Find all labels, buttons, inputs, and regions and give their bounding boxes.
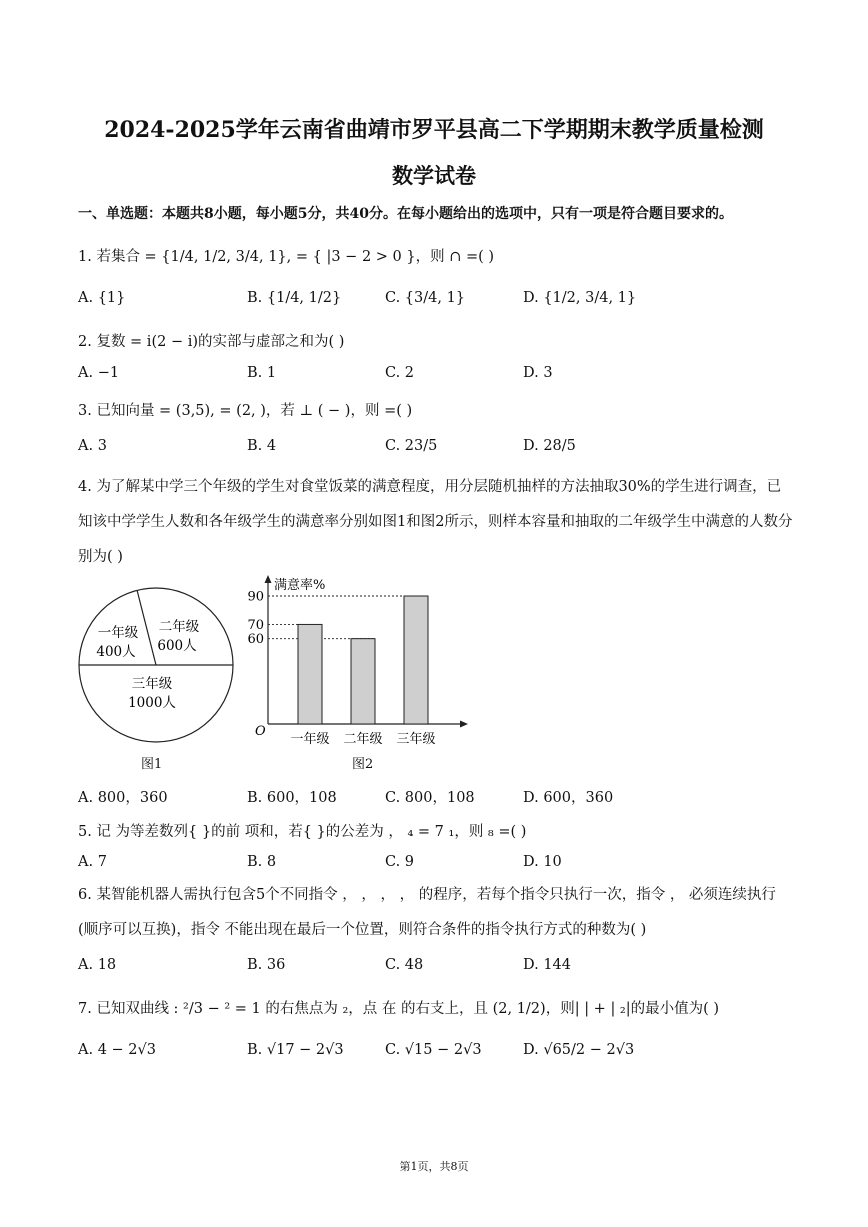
question-1-stem: 1. 若集合 = {1/4, 1/2, 3/4, 1}, = { |3 − 2 > 0 }，则 ∩ =( )	[78, 249, 495, 265]
figure-2-bar-chart	[247, 572, 485, 752]
q6-option-a: A. 18	[78, 957, 117, 973]
pie-count-grade2: 600人	[157, 638, 197, 654]
q2-option-b: B. 1	[247, 365, 277, 381]
y-tick-label: 70	[247, 617, 264, 633]
q5-option-d: D. 10	[523, 854, 562, 870]
figure-1-pie	[76, 585, 236, 745]
q4-option-c: C. 800，108	[385, 790, 475, 806]
q3-option-d: D. 28/5	[523, 438, 576, 454]
question-2-stem: 2. 复数 = i(2 − i)的实部与虚部之和为( )	[78, 334, 345, 350]
q4-option-b: B. 600，108	[247, 790, 337, 806]
section-heading: 一、单选题：本题共8小题，每小题5分，共40分。在每小题给出的选项中，只有一项是符合题目要求的。	[78, 206, 733, 222]
bar-二年级	[351, 639, 375, 724]
question-6-stem: 6. 某智能机器人需执行包含5个不同指令 ， ， ， ， 的程序，若每个指令只执行一次，指令 ， 必须连续执行(顺序可以互换)，指令 不能出现在最后一个位置，则符合条件的指令执行方式的种数为( )	[78, 887, 776, 938]
q1-option-b: B. {1/4, 1/2}	[247, 290, 342, 306]
pie-count-grade1: 400人	[96, 644, 136, 660]
q3-option-a: A. 3	[78, 438, 107, 454]
pie-count-grade3: 1000人	[128, 695, 176, 711]
origin-label: O	[255, 724, 266, 739]
x-tick-label: 一年级	[290, 732, 330, 747]
x-axis-arrow	[460, 721, 468, 728]
y-tick-label: 60	[247, 632, 264, 648]
pie-label-grade1: 一年级	[97, 625, 139, 641]
y-tick-label: 90	[247, 589, 264, 605]
q5-option-c: C. 9	[385, 854, 415, 870]
figure-1-caption: 图1	[141, 757, 163, 772]
x-tick-label: 三年级	[396, 732, 436, 747]
x-tick-label: 二年级	[343, 732, 383, 747]
question-4-stem: 4. 为了解某中学三个年级的学生对食堂饭菜的满意程度，用分层随机抽样的方法抽取30%的学生进行调查，已知该中学学生人数和各年级学生的满意率分别如图1和图2所示，则样本容量和抽取的二年级学生中满意的人数分别为( )	[78, 479, 793, 565]
q6-option-c: C. 48	[385, 957, 424, 973]
q5-option-b: B. 8	[247, 854, 277, 870]
q5-option-a: A. 7	[78, 854, 107, 870]
y-axis-arrow	[265, 575, 272, 583]
q4-option-a: A. 800，360	[78, 790, 168, 806]
q6-option-b: B. 36	[247, 957, 286, 973]
question-3-stem: 3. 已知向量 = (3,5), = (2, )，若 ⊥ ( − )，则 =( )	[78, 403, 413, 419]
q1-option-c: C. {3/4, 1}	[385, 290, 466, 306]
exam-title: 2024-2025学年云南省曲靖市罗平县高二下学期期末教学质量检测	[104, 117, 764, 143]
q6-option-d: D. 144	[523, 957, 572, 973]
q3-option-b: B. 4	[247, 438, 277, 454]
q7-option-b: B. √17 − 2√3	[247, 1042, 344, 1058]
pie-label-grade2: 二年级	[158, 619, 200, 635]
bar-一年级	[298, 624, 322, 724]
q7-option-d: D. √65/2 − 2√3	[523, 1042, 635, 1058]
q3-option-c: C. 23/5	[385, 438, 438, 454]
question-5-stem: 5. 记 为等差数列{ }的前 项和，若{ }的公差为 ， ₄ = 7 ₁，则 ₈ =( )	[78, 824, 527, 840]
q1-option-d: D. {1/2, 3/4, 1}	[523, 290, 637, 306]
q1-option-a: A. {1}	[78, 290, 126, 306]
question-7-stem: 7. 已知双曲线 : ²/3 − ² = 1 的右焦点为 ₂，点 在 的右支上，且 (2, 1/2)，则| | + | ₂|的最小值为( )	[78, 1001, 720, 1017]
exam-subtitle: 数学试卷	[392, 163, 476, 188]
q4-option-d: D. 600，360	[523, 790, 614, 806]
q2-option-d: D. 3	[523, 365, 553, 381]
q7-option-c: C. √15 − 2√3	[385, 1042, 482, 1058]
pie-label-grade3: 三年级	[131, 676, 173, 692]
page-footer: 第1页，共8页	[399, 1160, 469, 1173]
q2-option-a: A. −1	[78, 365, 120, 381]
y-axis-label: 满意率%	[274, 578, 326, 593]
q7-option-a: A. 4 − 2√3	[78, 1042, 156, 1058]
bar-三年级	[404, 596, 428, 724]
figure-2-caption: 图2	[352, 757, 374, 772]
q2-option-c: C. 2	[385, 365, 415, 381]
